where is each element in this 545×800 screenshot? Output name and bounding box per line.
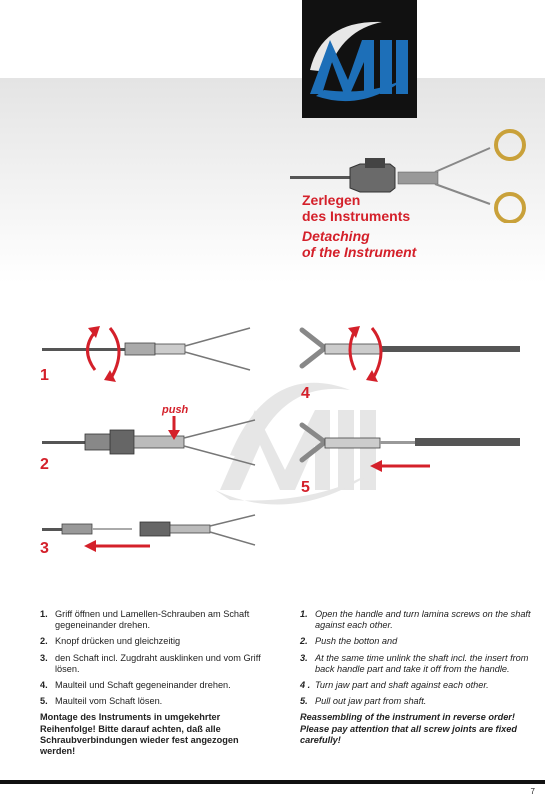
step-1-illustration (42, 326, 250, 382)
reassembly-note-de: Montage des Instruments in umgekehrter Reihenfolge! Bitte darauf achten, daß alle Schraubverbindungen wieder fest angezogen werden! (40, 712, 239, 757)
instruction-en-4: 4 . Turn jaw part and shaft against each other. (300, 680, 489, 691)
instruction-en-2: 2. Push the botton and (300, 636, 398, 647)
instruction-de-4: 4. Maulteil und Schaft gegeneinander drehen. (40, 680, 231, 691)
section-heading (302, 192, 416, 260)
step-3-number: 3 (40, 540, 49, 557)
instruction-de-5: 5. Maulteil vom Schaft lösen. (40, 696, 163, 707)
step-4-illustration (302, 326, 520, 382)
instructions-german (40, 609, 276, 757)
detaching-steps-figure (0, 300, 545, 580)
instruction-en-5: 5. Pull out jaw part from shaft. (300, 696, 427, 707)
step-5-number: 5 (301, 479, 310, 496)
mi-logo (302, 0, 417, 118)
heading-en-line2: of the Instrument (302, 244, 417, 260)
step-4-number: 4 (301, 385, 310, 402)
step-1-number: 1 (40, 367, 49, 384)
instruction-de-1: 1. Griff öffnen und Lamellen-Schrauben am Schaft gegeneinander drehen. (40, 609, 250, 631)
step-2-illustration (42, 416, 255, 465)
step-2-number: 2 (40, 456, 49, 473)
instruction-de-2: 2. Knopf drücken und gleichzeitig (40, 636, 181, 647)
instructions-english (300, 609, 536, 746)
instruction-en-3: 3. At the same time unlink the shaft incl. the insert from back handle part and take it off from the handle. (300, 652, 529, 674)
step-3-illustration (42, 515, 255, 552)
heading-de-line2: des Instruments (302, 208, 411, 224)
footer-rule (0, 780, 545, 784)
instruction-en-1: 1. Open the handle and turn lamina screws on the shaft against each other. (300, 609, 531, 631)
push-label: push (162, 404, 189, 416)
page-number: 7 (530, 787, 535, 796)
reassembly-note-en: Reassembling of the instrument in reverse order! Please pay attention that all screw joints are fixed carefully! (300, 712, 518, 745)
step-5-illustration (302, 425, 520, 472)
heading-de-line1: Zerlegen (302, 192, 361, 208)
heading-en-line1: Detaching (302, 228, 370, 244)
instruction-de-3: 3. den Schaft incl. Zugdraht ausklinken und vom Griff lösen. (40, 652, 261, 674)
